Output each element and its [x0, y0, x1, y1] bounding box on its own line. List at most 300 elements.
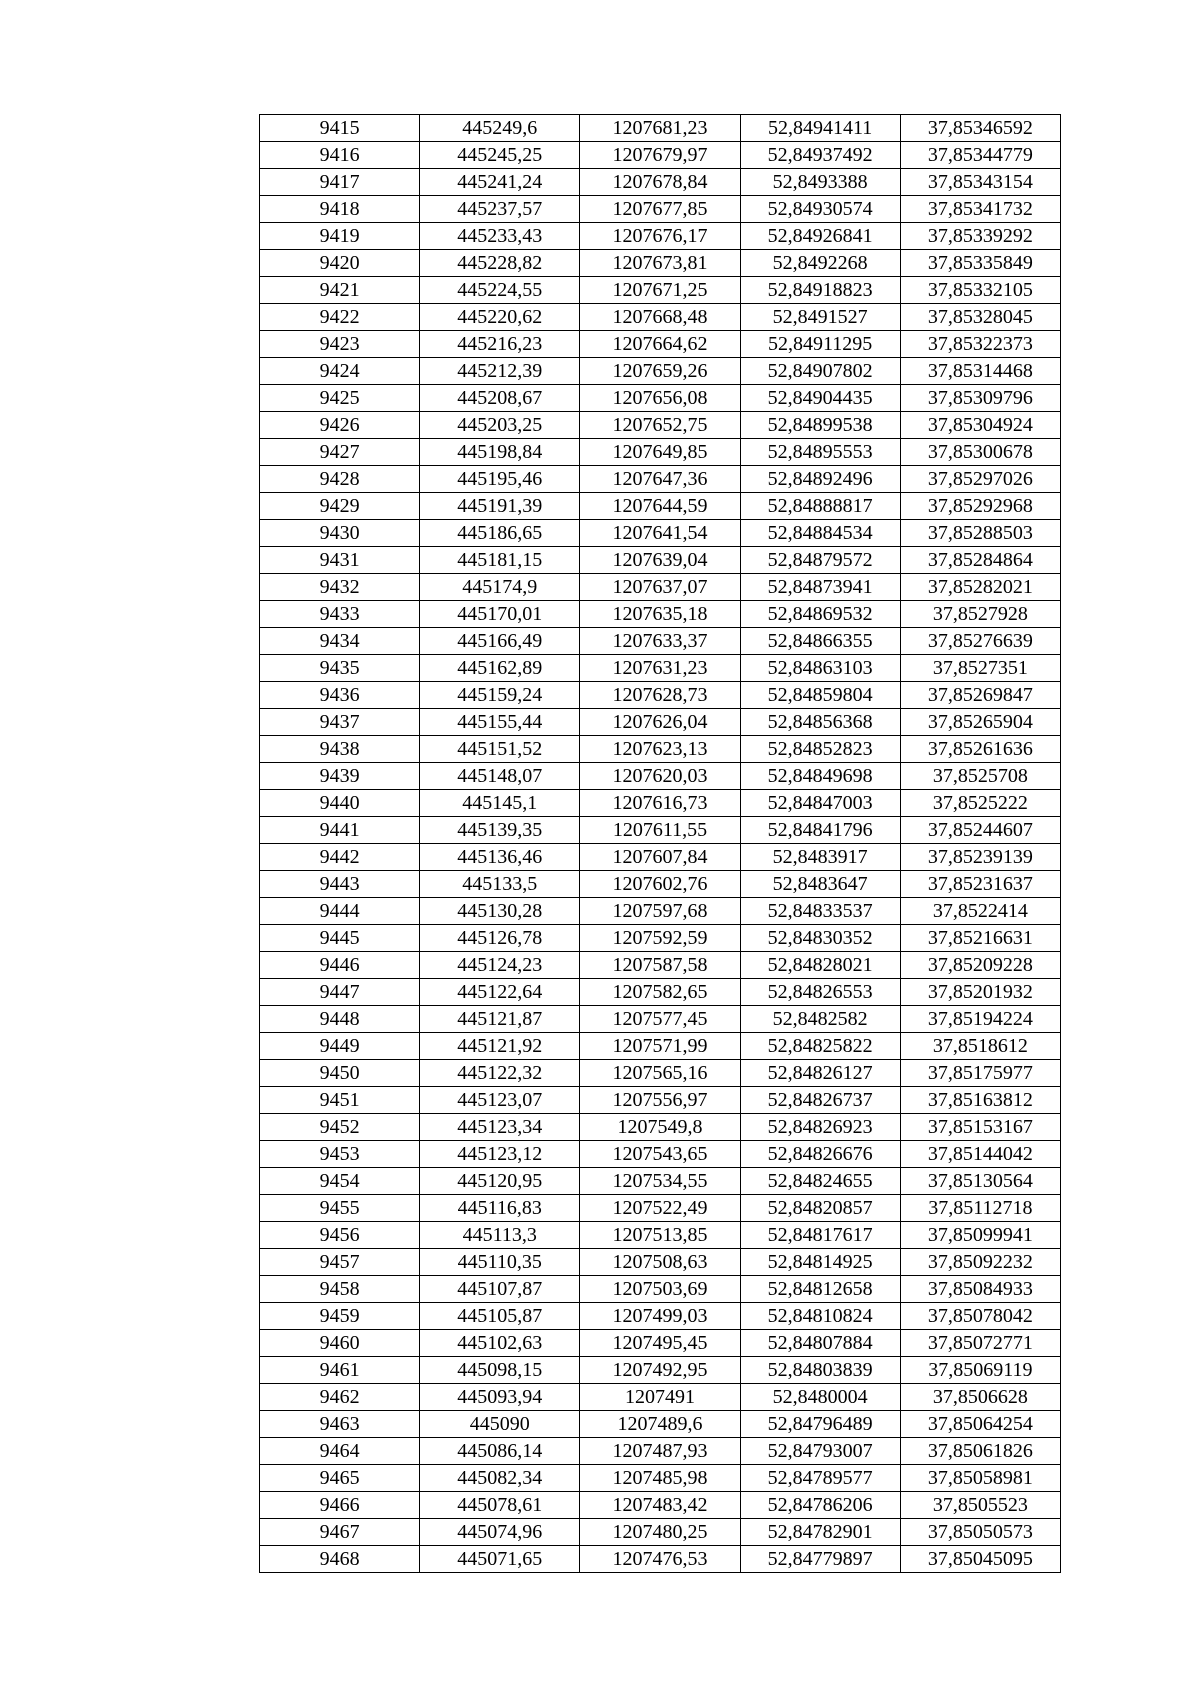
- x-coordinate-cell: 445098,15: [420, 1357, 580, 1384]
- table-row: [260, 1033, 1061, 1060]
- x-coordinate-cell: 445130,28: [420, 898, 580, 925]
- point-number-cell: 9437: [260, 709, 420, 736]
- longitude-cell: 37,85282021: [900, 574, 1060, 601]
- y-coordinate-cell: 1207582,65: [580, 979, 740, 1006]
- x-coordinate-cell: 445133,5: [420, 871, 580, 898]
- point-number-cell: 9415: [260, 115, 420, 142]
- point-number-cell: 9448: [260, 1006, 420, 1033]
- latitude-cell: 52,84826737: [740, 1087, 900, 1114]
- point-number-cell: 9461: [260, 1357, 420, 1384]
- longitude-cell: 37,85084933: [900, 1276, 1060, 1303]
- longitude-cell: 37,85288503: [900, 520, 1060, 547]
- longitude-cell: 37,85297026: [900, 466, 1060, 493]
- latitude-cell: 52,84892496: [740, 466, 900, 493]
- y-coordinate-cell: 1207492,95: [580, 1357, 740, 1384]
- latitude-cell: 52,84828021: [740, 952, 900, 979]
- point-number-cell: 9467: [260, 1519, 420, 1546]
- latitude-cell: 52,84803839: [740, 1357, 900, 1384]
- x-coordinate-cell: 445122,32: [420, 1060, 580, 1087]
- table-row: [260, 1060, 1061, 1087]
- longitude-cell: 37,85261636: [900, 736, 1060, 763]
- y-coordinate-cell: 1207534,55: [580, 1168, 740, 1195]
- y-coordinate-cell: 1207647,36: [580, 466, 740, 493]
- longitude-cell: 37,85099941: [900, 1222, 1060, 1249]
- longitude-cell: 37,85328045: [900, 304, 1060, 331]
- x-coordinate-cell: 445212,39: [420, 358, 580, 385]
- y-coordinate-cell: 1207487,93: [580, 1438, 740, 1465]
- longitude-cell: 37,85194224: [900, 1006, 1060, 1033]
- longitude-cell: 37,85216631: [900, 925, 1060, 952]
- longitude-cell: 37,85130564: [900, 1168, 1060, 1195]
- point-number-cell: 9417: [260, 169, 420, 196]
- point-number-cell: 9431: [260, 547, 420, 574]
- x-coordinate-cell: 445121,92: [420, 1033, 580, 1060]
- latitude-cell: 52,84810824: [740, 1303, 900, 1330]
- x-coordinate-cell: 445145,1: [420, 790, 580, 817]
- x-coordinate-cell: 445120,95: [420, 1168, 580, 1195]
- coordinates-table-body: [260, 115, 1061, 1573]
- latitude-cell: 52,84863103: [740, 655, 900, 682]
- latitude-cell: 52,84825822: [740, 1033, 900, 1060]
- latitude-cell: 52,84807884: [740, 1330, 900, 1357]
- latitude-cell: 52,8482582: [740, 1006, 900, 1033]
- latitude-cell: 52,84930574: [740, 196, 900, 223]
- y-coordinate-cell: 1207664,62: [580, 331, 740, 358]
- x-coordinate-cell: 445123,12: [420, 1141, 580, 1168]
- latitude-cell: 52,84904435: [740, 385, 900, 412]
- table-row: [260, 1411, 1061, 1438]
- table-row: [260, 709, 1061, 736]
- latitude-cell: 52,84830352: [740, 925, 900, 952]
- x-coordinate-cell: 445245,25: [420, 142, 580, 169]
- longitude-cell: 37,8522414: [900, 898, 1060, 925]
- y-coordinate-cell: 1207678,84: [580, 169, 740, 196]
- x-coordinate-cell: 445110,35: [420, 1249, 580, 1276]
- x-coordinate-cell: 445249,6: [420, 115, 580, 142]
- point-number-cell: 9460: [260, 1330, 420, 1357]
- y-coordinate-cell: 1207556,97: [580, 1087, 740, 1114]
- point-number-cell: 9468: [260, 1546, 420, 1573]
- x-coordinate-cell: 445162,89: [420, 655, 580, 682]
- y-coordinate-cell: 1207628,73: [580, 682, 740, 709]
- longitude-cell: 37,85276639: [900, 628, 1060, 655]
- point-number-cell: 9434: [260, 628, 420, 655]
- longitude-cell: 37,85061826: [900, 1438, 1060, 1465]
- y-coordinate-cell: 1207491: [580, 1384, 740, 1411]
- point-number-cell: 9457: [260, 1249, 420, 1276]
- longitude-cell: 37,85153167: [900, 1114, 1060, 1141]
- latitude-cell: 52,84826553: [740, 979, 900, 1006]
- point-number-cell: 9425: [260, 385, 420, 412]
- y-coordinate-cell: 1207656,08: [580, 385, 740, 412]
- x-coordinate-cell: 445241,24: [420, 169, 580, 196]
- point-number-cell: 9459: [260, 1303, 420, 1330]
- table-row: [260, 790, 1061, 817]
- longitude-cell: 37,85069119: [900, 1357, 1060, 1384]
- table-row: [260, 1087, 1061, 1114]
- point-number-cell: 9443: [260, 871, 420, 898]
- longitude-cell: 37,85265904: [900, 709, 1060, 736]
- table-row: [260, 763, 1061, 790]
- table-row: [260, 331, 1061, 358]
- latitude-cell: 52,8493388: [740, 169, 900, 196]
- x-coordinate-cell: 445208,67: [420, 385, 580, 412]
- table-row: [260, 439, 1061, 466]
- table-row: [260, 385, 1061, 412]
- y-coordinate-cell: 1207587,58: [580, 952, 740, 979]
- latitude-cell: 52,84895553: [740, 439, 900, 466]
- table-row: [260, 1519, 1061, 1546]
- latitude-cell: 52,84826923: [740, 1114, 900, 1141]
- x-coordinate-cell: 445123,34: [420, 1114, 580, 1141]
- y-coordinate-cell: 1207611,55: [580, 817, 740, 844]
- longitude-cell: 37,8525222: [900, 790, 1060, 817]
- latitude-cell: 52,84907802: [740, 358, 900, 385]
- x-coordinate-cell: 445203,25: [420, 412, 580, 439]
- y-coordinate-cell: 1207652,75: [580, 412, 740, 439]
- point-number-cell: 9466: [260, 1492, 420, 1519]
- table-row: [260, 925, 1061, 952]
- point-number-cell: 9451: [260, 1087, 420, 1114]
- table-row: [260, 466, 1061, 493]
- table-row: [260, 358, 1061, 385]
- point-number-cell: 9433: [260, 601, 420, 628]
- point-number-cell: 9419: [260, 223, 420, 250]
- longitude-cell: 37,85292968: [900, 493, 1060, 520]
- table-row: [260, 574, 1061, 601]
- table-row: [260, 844, 1061, 871]
- point-number-cell: 9436: [260, 682, 420, 709]
- latitude-cell: 52,84814925: [740, 1249, 900, 1276]
- table-row: [260, 250, 1061, 277]
- latitude-cell: 52,84856368: [740, 709, 900, 736]
- point-number-cell: 9446: [260, 952, 420, 979]
- x-coordinate-cell: 445198,84: [420, 439, 580, 466]
- y-coordinate-cell: 1207508,63: [580, 1249, 740, 1276]
- longitude-cell: 37,85231637: [900, 871, 1060, 898]
- latitude-cell: 52,84884534: [740, 520, 900, 547]
- y-coordinate-cell: 1207485,98: [580, 1465, 740, 1492]
- latitude-cell: 52,84824655: [740, 1168, 900, 1195]
- longitude-cell: 37,85209228: [900, 952, 1060, 979]
- y-coordinate-cell: 1207489,6: [580, 1411, 740, 1438]
- point-number-cell: 9463: [260, 1411, 420, 1438]
- longitude-cell: 37,85343154: [900, 169, 1060, 196]
- latitude-cell: 52,8492268: [740, 250, 900, 277]
- table-row: [260, 547, 1061, 574]
- y-coordinate-cell: 1207644,59: [580, 493, 740, 520]
- x-coordinate-cell: 445151,52: [420, 736, 580, 763]
- point-number-cell: 9464: [260, 1438, 420, 1465]
- y-coordinate-cell: 1207677,85: [580, 196, 740, 223]
- point-number-cell: 9428: [260, 466, 420, 493]
- table-row: [260, 115, 1061, 142]
- x-coordinate-cell: 445071,65: [420, 1546, 580, 1573]
- longitude-cell: 37,85335849: [900, 250, 1060, 277]
- longitude-cell: 37,8527928: [900, 601, 1060, 628]
- table-row: [260, 1141, 1061, 1168]
- longitude-cell: 37,85244607: [900, 817, 1060, 844]
- point-number-cell: 9429: [260, 493, 420, 520]
- x-coordinate-cell: 445093,94: [420, 1384, 580, 1411]
- table-row: [260, 628, 1061, 655]
- latitude-cell: 52,84786206: [740, 1492, 900, 1519]
- table-row: [260, 223, 1061, 250]
- x-coordinate-cell: 445170,01: [420, 601, 580, 628]
- coordinates-table: [259, 114, 1061, 1573]
- latitude-cell: 52,84873941: [740, 574, 900, 601]
- y-coordinate-cell: 1207679,97: [580, 142, 740, 169]
- y-coordinate-cell: 1207676,17: [580, 223, 740, 250]
- longitude-cell: 37,85072771: [900, 1330, 1060, 1357]
- point-number-cell: 9445: [260, 925, 420, 952]
- y-coordinate-cell: 1207673,81: [580, 250, 740, 277]
- table-row: [260, 304, 1061, 331]
- latitude-cell: 52,8480004: [740, 1384, 900, 1411]
- longitude-cell: 37,85304924: [900, 412, 1060, 439]
- y-coordinate-cell: 1207668,48: [580, 304, 740, 331]
- table-row: [260, 1357, 1061, 1384]
- table-row: [260, 817, 1061, 844]
- y-coordinate-cell: 1207503,69: [580, 1276, 740, 1303]
- point-number-cell: 9449: [260, 1033, 420, 1060]
- x-coordinate-cell: 445159,24: [420, 682, 580, 709]
- latitude-cell: 52,84789577: [740, 1465, 900, 1492]
- latitude-cell: 52,84782901: [740, 1519, 900, 1546]
- latitude-cell: 52,84796489: [740, 1411, 900, 1438]
- latitude-cell: 52,84849698: [740, 763, 900, 790]
- table-row: [260, 169, 1061, 196]
- x-coordinate-cell: 445155,44: [420, 709, 580, 736]
- longitude-cell: 37,8506628: [900, 1384, 1060, 1411]
- point-number-cell: 9453: [260, 1141, 420, 1168]
- point-number-cell: 9432: [260, 574, 420, 601]
- latitude-cell: 52,84918823: [740, 277, 900, 304]
- latitude-cell: 52,84820857: [740, 1195, 900, 1222]
- x-coordinate-cell: 445148,07: [420, 763, 580, 790]
- table-row: [260, 1465, 1061, 1492]
- y-coordinate-cell: 1207480,25: [580, 1519, 740, 1546]
- x-coordinate-cell: 445078,61: [420, 1492, 580, 1519]
- table-row: [260, 1546, 1061, 1573]
- latitude-cell: 52,84911295: [740, 331, 900, 358]
- table-row: [260, 682, 1061, 709]
- y-coordinate-cell: 1207483,42: [580, 1492, 740, 1519]
- latitude-cell: 52,8483917: [740, 844, 900, 871]
- latitude-cell: 52,84899538: [740, 412, 900, 439]
- longitude-cell: 37,85201932: [900, 979, 1060, 1006]
- y-coordinate-cell: 1207495,45: [580, 1330, 740, 1357]
- y-coordinate-cell: 1207631,23: [580, 655, 740, 682]
- table-row: [260, 1384, 1061, 1411]
- point-number-cell: 9422: [260, 304, 420, 331]
- longitude-cell: 37,85322373: [900, 331, 1060, 358]
- table-row: [260, 277, 1061, 304]
- table-row: [260, 655, 1061, 682]
- latitude-cell: 52,84866355: [740, 628, 900, 655]
- point-number-cell: 9435: [260, 655, 420, 682]
- longitude-cell: 37,85078042: [900, 1303, 1060, 1330]
- longitude-cell: 37,85284864: [900, 547, 1060, 574]
- table-row: [260, 871, 1061, 898]
- x-coordinate-cell: 445136,46: [420, 844, 580, 871]
- longitude-cell: 37,85112718: [900, 1195, 1060, 1222]
- y-coordinate-cell: 1207522,49: [580, 1195, 740, 1222]
- table-row: [260, 1492, 1061, 1519]
- y-coordinate-cell: 1207602,76: [580, 871, 740, 898]
- table-row: [260, 1114, 1061, 1141]
- point-number-cell: 9438: [260, 736, 420, 763]
- x-coordinate-cell: 445107,87: [420, 1276, 580, 1303]
- y-coordinate-cell: 1207597,68: [580, 898, 740, 925]
- longitude-cell: 37,85045095: [900, 1546, 1060, 1573]
- point-number-cell: 9427: [260, 439, 420, 466]
- table-row: [260, 952, 1061, 979]
- x-coordinate-cell: 445074,96: [420, 1519, 580, 1546]
- x-coordinate-cell: 445181,15: [420, 547, 580, 574]
- longitude-cell: 37,85344779: [900, 142, 1060, 169]
- x-coordinate-cell: 445237,57: [420, 196, 580, 223]
- x-coordinate-cell: 445166,49: [420, 628, 580, 655]
- latitude-cell: 52,84852823: [740, 736, 900, 763]
- y-coordinate-cell: 1207577,45: [580, 1006, 740, 1033]
- longitude-cell: 37,85064254: [900, 1411, 1060, 1438]
- point-number-cell: 9421: [260, 277, 420, 304]
- x-coordinate-cell: 445228,82: [420, 250, 580, 277]
- y-coordinate-cell: 1207549,8: [580, 1114, 740, 1141]
- x-coordinate-cell: 445174,9: [420, 574, 580, 601]
- y-coordinate-cell: 1207565,16: [580, 1060, 740, 1087]
- longitude-cell: 37,85341732: [900, 196, 1060, 223]
- y-coordinate-cell: 1207641,54: [580, 520, 740, 547]
- point-number-cell: 9456: [260, 1222, 420, 1249]
- point-number-cell: 9441: [260, 817, 420, 844]
- y-coordinate-cell: 1207543,65: [580, 1141, 740, 1168]
- point-number-cell: 9454: [260, 1168, 420, 1195]
- table-row: [260, 412, 1061, 439]
- y-coordinate-cell: 1207623,13: [580, 736, 740, 763]
- latitude-cell: 52,84937492: [740, 142, 900, 169]
- point-number-cell: 9418: [260, 196, 420, 223]
- x-coordinate-cell: 445090: [420, 1411, 580, 1438]
- table-row: [260, 1249, 1061, 1276]
- point-number-cell: 9450: [260, 1060, 420, 1087]
- longitude-cell: 37,8505523: [900, 1492, 1060, 1519]
- point-number-cell: 9426: [260, 412, 420, 439]
- longitude-cell: 37,85346592: [900, 115, 1060, 142]
- x-coordinate-cell: 445186,65: [420, 520, 580, 547]
- y-coordinate-cell: 1207637,07: [580, 574, 740, 601]
- x-coordinate-cell: 445086,14: [420, 1438, 580, 1465]
- latitude-cell: 52,84926841: [740, 223, 900, 250]
- latitude-cell: 52,84879572: [740, 547, 900, 574]
- longitude-cell: 37,85339292: [900, 223, 1060, 250]
- longitude-cell: 37,85269847: [900, 682, 1060, 709]
- latitude-cell: 52,84859804: [740, 682, 900, 709]
- table-row: [260, 601, 1061, 628]
- table-row: [260, 1303, 1061, 1330]
- x-coordinate-cell: 445195,46: [420, 466, 580, 493]
- longitude-cell: 37,8525708: [900, 763, 1060, 790]
- longitude-cell: 37,85050573: [900, 1519, 1060, 1546]
- longitude-cell: 37,85163812: [900, 1087, 1060, 1114]
- latitude-cell: 52,84779897: [740, 1546, 900, 1573]
- y-coordinate-cell: 1207620,03: [580, 763, 740, 790]
- latitude-cell: 52,84793007: [740, 1438, 900, 1465]
- x-coordinate-cell: 445224,55: [420, 277, 580, 304]
- table-row: [260, 520, 1061, 547]
- x-coordinate-cell: 445121,87: [420, 1006, 580, 1033]
- y-coordinate-cell: 1207626,04: [580, 709, 740, 736]
- y-coordinate-cell: 1207592,59: [580, 925, 740, 952]
- x-coordinate-cell: 445123,07: [420, 1087, 580, 1114]
- longitude-cell: 37,85332105: [900, 277, 1060, 304]
- longitude-cell: 37,8527351: [900, 655, 1060, 682]
- longitude-cell: 37,85314468: [900, 358, 1060, 385]
- latitude-cell: 52,84888817: [740, 493, 900, 520]
- x-coordinate-cell: 445116,83: [420, 1195, 580, 1222]
- x-coordinate-cell: 445191,39: [420, 493, 580, 520]
- table-row: [260, 1438, 1061, 1465]
- x-coordinate-cell: 445102,63: [420, 1330, 580, 1357]
- latitude-cell: 52,8483647: [740, 871, 900, 898]
- point-number-cell: 9424: [260, 358, 420, 385]
- point-number-cell: 9444: [260, 898, 420, 925]
- x-coordinate-cell: 445122,64: [420, 979, 580, 1006]
- table-row: [260, 1330, 1061, 1357]
- y-coordinate-cell: 1207633,37: [580, 628, 740, 655]
- point-number-cell: 9458: [260, 1276, 420, 1303]
- longitude-cell: 37,85144042: [900, 1141, 1060, 1168]
- x-coordinate-cell: 445139,35: [420, 817, 580, 844]
- point-number-cell: 9455: [260, 1195, 420, 1222]
- point-number-cell: 9423: [260, 331, 420, 358]
- latitude-cell: 52,84826127: [740, 1060, 900, 1087]
- table-row: [260, 1168, 1061, 1195]
- table-row: [260, 736, 1061, 763]
- latitude-cell: 52,84826676: [740, 1141, 900, 1168]
- table-row: [260, 196, 1061, 223]
- y-coordinate-cell: 1207499,03: [580, 1303, 740, 1330]
- x-coordinate-cell: 445105,87: [420, 1303, 580, 1330]
- x-coordinate-cell: 445233,43: [420, 223, 580, 250]
- longitude-cell: 37,85058981: [900, 1465, 1060, 1492]
- x-coordinate-cell: 445124,23: [420, 952, 580, 979]
- point-number-cell: 9420: [260, 250, 420, 277]
- latitude-cell: 52,84941411: [740, 115, 900, 142]
- latitude-cell: 52,84817617: [740, 1222, 900, 1249]
- point-number-cell: 9439: [260, 763, 420, 790]
- y-coordinate-cell: 1207571,99: [580, 1033, 740, 1060]
- longitude-cell: 37,85175977: [900, 1060, 1060, 1087]
- longitude-cell: 37,85239139: [900, 844, 1060, 871]
- x-coordinate-cell: 445113,3: [420, 1222, 580, 1249]
- table-row: [260, 979, 1061, 1006]
- x-coordinate-cell: 445216,23: [420, 331, 580, 358]
- latitude-cell: 52,84812658: [740, 1276, 900, 1303]
- y-coordinate-cell: 1207671,25: [580, 277, 740, 304]
- table-row: [260, 142, 1061, 169]
- table-row: [260, 898, 1061, 925]
- y-coordinate-cell: 1207616,73: [580, 790, 740, 817]
- latitude-cell: 52,84847003: [740, 790, 900, 817]
- point-number-cell: 9452: [260, 1114, 420, 1141]
- table-row: [260, 1222, 1061, 1249]
- y-coordinate-cell: 1207513,85: [580, 1222, 740, 1249]
- table-row: [260, 493, 1061, 520]
- latitude-cell: 52,84841796: [740, 817, 900, 844]
- x-coordinate-cell: 445220,62: [420, 304, 580, 331]
